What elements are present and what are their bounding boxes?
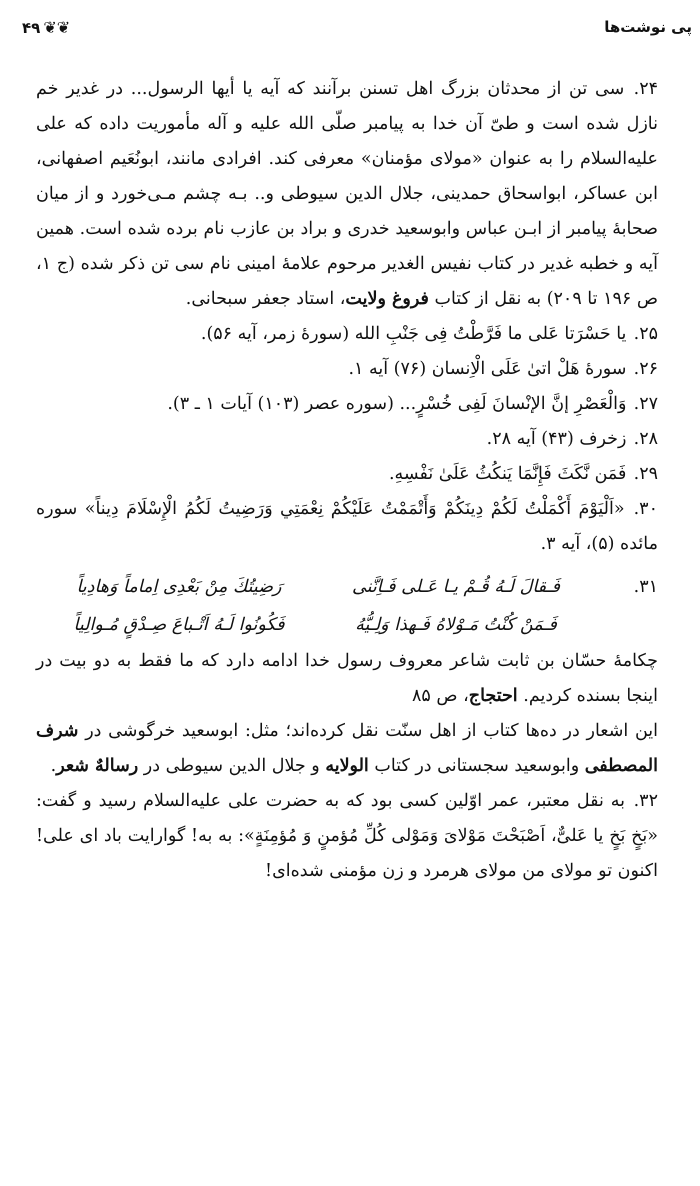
book-title: شرف المصطفی — [36, 721, 658, 776]
page-number-group — [22, 18, 70, 37]
note-text: یا حَسْرَتا عَلی ما فَرَّطْتُ فِی جَنْبِ الله (سورهٔ زمر، آیه ۵۶). — [200, 324, 627, 344]
note-text: «اَلْيَوْمَ أَكْمَلْتُ لَكُمْ دِينَكُمْ وَأَتْمَمْتُ عَلَيْكُمْ نِعْمَتِي وَرَضِيتُ لَكُمُ الْإِسْلَامَ دِيناً» سوره مائده (۵)، آیه ۳. — [36, 499, 658, 554]
poem-desc-text: چکامهٔ حسّان بن ثابت شاعر معروف رسول خدا ادامه دارد که ما فقط به دو بیت در اینجا بسنده کردیم. — [36, 651, 658, 706]
para-text: وابوسعید سجستانی در کتاب — [368, 756, 585, 776]
note-number: ۲۵. — [633, 324, 658, 344]
para-text: این اشعار در ده‌ها کتاب از اهل سنّت نقل کرده‌اند؛ مثل: ابوسعید خرگوشی در — [85, 721, 658, 741]
page-number: ۴۹ — [22, 18, 41, 37]
page-header — [0, 14, 700, 42]
note-number: ۳۰. — [633, 499, 658, 519]
note-number: ۲۹. — [633, 464, 658, 484]
poem-description — [36, 644, 658, 714]
book-title: رسالهٌ شعر — [56, 756, 139, 776]
poem-line — [36, 606, 658, 644]
note-text: سورهٔ هَلْ اتیٰ عَلَی الْاِنسان (۷۶) آیه ۱. — [348, 359, 627, 379]
note-text: به نقل معتبر، عمر اوّلین کسی بود که به حضرت علی علیه‌السلام رسید و گفت: «بَخٍ بَخٍ یا عَلیٌّ، اَصْبَحْتَ مَوْلایَ وَمَوْلی كُلِّ مُؤمنٍ وَ مُؤمِنَةٍ»: به به! گوارایت باد ای علی! اکنون تو مولای من مولای هرمرد و زن مؤمنی شده‌ای! — [36, 791, 658, 881]
source-page: ، ص ۸۵ — [412, 686, 469, 706]
note-text: سی تن از محدثان بزرگ اهل تسنن برآنند که آیه یا أیها الرسول... در غدیر خم نازل شده است و طیّ آن خدا به پیامبر صلّی الله علیه و آله مأموریت داده که علی علیه‌السلام را به عنوان «مولای مؤمنان» معرفی کند. افرادی مانند، ابونُعَیم اصفهانی، ابن عساکر، ابواسحاق حمدینی، جلال الدین سیوطی و.. بـه چشم مـی‌خورد و از میان صحابهٔ پیامبر از ابـن عباس وابوسعید خدری و براد بن عازب نام برده شده است. همین آیه و خطبه غدیر در کتاب نفیس الغدیر مرحوم علامهٔ امینی نام سی تن ذکر شده (ج ۱، ص ۱۹۶ تا ۲۰۹) به نقل از کتاب — [36, 79, 658, 309]
hemistich-first: فَـقالَ لَـهُ قُـمْ یـا عَـلی فَـاِنَّنی — [351, 576, 561, 597]
note-number: ۲۸. — [633, 429, 658, 449]
note-number: ۳۱. — [633, 576, 658, 597]
book-title: الولایه — [325, 756, 369, 776]
ornament-icon: ❦❦ — [43, 18, 71, 37]
note-text: فَمَن نَّكَثَ فَإِنَّمَا يَنكُثُ عَلَىٰ نَفْسِهِ. — [388, 464, 627, 484]
hemistich-first: فَـمَنْ كُنْتُ مَـوْلاهُ فَـهذا وَلِـیُّهُ — [355, 614, 557, 635]
note-text: زخرف (۴۳) آیه ۲۸. — [486, 429, 627, 449]
source-title: احتجاج — [468, 686, 518, 706]
hemistich-second: فَكُونُوا لَـهُ اَتْـباعَ صِـدْقٍ مُـوالِیاً — [73, 614, 285, 635]
notes-body — [36, 72, 658, 889]
note-28 — [36, 422, 658, 457]
book-title: فروغ ولایت — [345, 289, 429, 309]
running-title: پی نوشت‌ها — [604, 18, 692, 36]
note-26 — [36, 352, 658, 387]
note-32 — [36, 784, 658, 889]
note-number: ۲۶. — [633, 359, 658, 379]
poem-block — [36, 568, 658, 644]
note-number: ۲۴. — [633, 79, 658, 99]
note-30 — [36, 492, 658, 562]
para-text: . — [50, 756, 57, 776]
poem-line — [36, 568, 658, 606]
note-29 — [36, 457, 658, 492]
note-text-end: ، استاد جعفر سبحانی. — [185, 289, 346, 309]
para-text: و جلال الدین سیوطی در — [138, 756, 326, 776]
hemistich-second: رَضِیتُكَ مِنْ بَعْدِی اِماماً وَهادِیاً — [76, 576, 282, 597]
note-number: ۲۷. — [633, 394, 658, 414]
note-25 — [36, 317, 658, 352]
note-27 — [36, 387, 658, 422]
note-24 — [36, 72, 658, 317]
note-text: وَالْعَصْرِ إنَّ الإنْسانَ لَفِی خُسْرٍ... (سوره عصر (۱۰۳) آیات ۱ ـ ۳). — [167, 394, 627, 414]
sources-paragraph — [36, 714, 658, 784]
note-number: ۳۲. — [633, 791, 658, 811]
